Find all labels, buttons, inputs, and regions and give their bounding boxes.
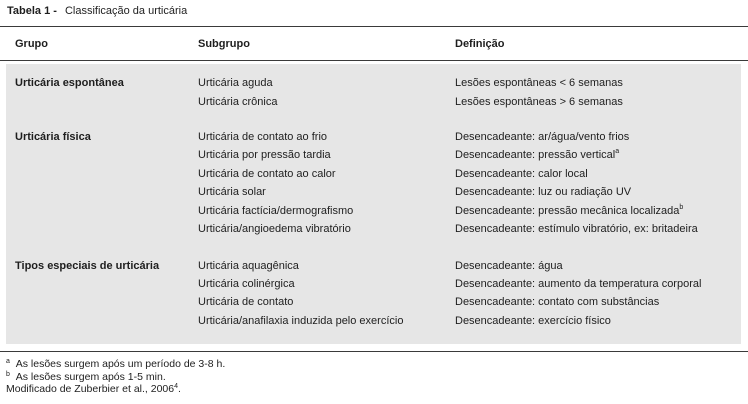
definition-cell: Desencadeante: exercício físico	[455, 315, 611, 327]
table-caption-title: Classificação da urticária	[64, 5, 188, 17]
definition-cell	[455, 204, 683, 218]
subgroup-cell: Urticária crônica	[198, 96, 278, 108]
table-header	[0, 29, 748, 59]
table-header-rule	[0, 60, 748, 61]
table-top-rule	[0, 26, 748, 27]
definition-cell: Lesões espontâneas < 6 semanas	[455, 77, 623, 89]
subgroup-cell: Urticária solar	[198, 186, 266, 198]
source-note	[6, 383, 225, 396]
source-text: Modificado de Zuberbier et al., 2006	[6, 383, 175, 395]
subgroup-cell: Urticária colinérgica	[198, 278, 295, 290]
definition-cell: Lesões espontâneas > 6 semanas	[455, 96, 623, 108]
source-ref: 4	[174, 383, 179, 390]
subgroup-cell: Urticária por pressão tardia	[198, 149, 331, 161]
footnote-text: As lesões surgem após 1-5 min.	[15, 370, 166, 383]
footnote-text: As lesões surgem após um período de 3-8 h.	[15, 358, 226, 370]
definition-cell: Desencadeante: estímulo vibratório, ex: britadeira	[455, 223, 698, 235]
subgroup-cell: Urticária aguda	[198, 77, 273, 89]
definition-text: Desencadeante: pressão mecânica localizada	[455, 205, 680, 217]
column-header-definition: Definição	[455, 38, 505, 50]
definition-cell: Desencadeante: contato com substâncias	[455, 296, 660, 308]
subgroup-cell: Urticária factícia/dermografismo	[198, 205, 354, 217]
table-caption	[7, 4, 187, 18]
footnote-ref: a	[615, 148, 620, 155]
definition-cell	[455, 148, 619, 162]
definition-cell: Desencadeante: água	[455, 260, 563, 272]
footnote	[6, 371, 225, 384]
footnote-mark: b	[6, 370, 10, 378]
table-caption-label: Tabela 1 -	[7, 5, 57, 17]
definition-cell: Desencadeante: aumento da temperatura corporal	[455, 278, 702, 290]
subgroup-cell: Urticária aquagênica	[198, 260, 299, 272]
group-label: Tipos especiais de urticária	[15, 260, 160, 272]
group-label: Urticária física	[15, 131, 91, 143]
column-header-subgroup: Subgrupo	[198, 38, 250, 50]
footnote	[6, 358, 225, 371]
subgroup-cell: Urticária de contato	[198, 296, 294, 308]
definition-cell: Desencadeante: luz ou radiação UV	[455, 186, 632, 198]
group-label: Urticária espontânea	[15, 77, 124, 89]
column-header-group: Grupo	[15, 38, 48, 50]
footnote-ref: b	[679, 204, 684, 211]
definition-text: Desencadeante: pressão vertical	[455, 149, 616, 161]
source-end: .	[178, 383, 181, 395]
footnote-mark: a	[6, 358, 10, 365]
subgroup-cell: Urticária/anafilaxia induzida pelo exercício	[198, 315, 404, 327]
footnotes	[6, 358, 225, 396]
table-bottom-rule	[0, 351, 748, 352]
definition-cell: Desencadeante: ar/água/vento frios	[455, 131, 630, 143]
subgroup-cell: Urticária/angioedema vibratório	[198, 223, 351, 235]
subgroup-cell: Urticária de contato ao calor	[198, 168, 336, 180]
definition-cell: Desencadeante: calor local	[455, 168, 588, 180]
subgroup-cell: Urticária de contato ao frio	[198, 131, 328, 143]
